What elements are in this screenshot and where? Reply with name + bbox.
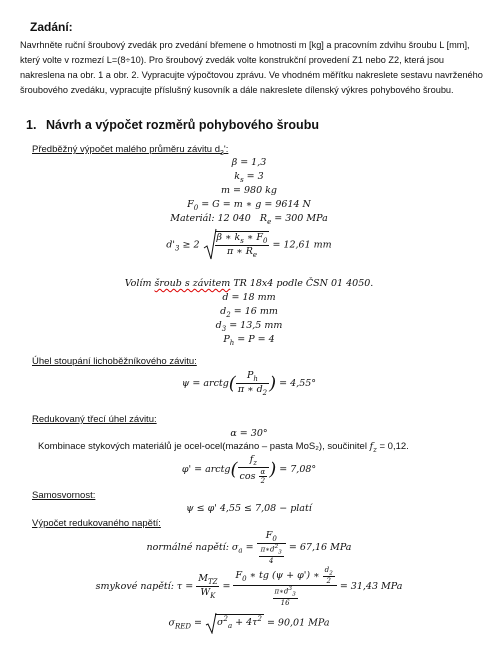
section-heading bbox=[26, 118, 319, 132]
eq-d3 bbox=[0, 320, 498, 333]
psi-fraction bbox=[236, 370, 269, 397]
shear-result: = 31,43 MPa bbox=[336, 581, 403, 593]
num-part: P bbox=[247, 370, 254, 381]
sqrt-content bbox=[215, 614, 264, 630]
subsection-preliminary bbox=[32, 144, 228, 157]
eq-psi: ψ = arctg( $\frac{P_h}{\pi ∗ d_2}$ ) = 4,55° bbox=[181, 370, 317, 397]
ph-sub: h bbox=[229, 338, 235, 347]
inner-bot: 16 bbox=[280, 599, 290, 608]
fraction-denominator bbox=[233, 586, 336, 607]
eq-d2 bbox=[0, 306, 498, 319]
inner-fraction bbox=[273, 586, 298, 607]
num-part: β ∗ k bbox=[216, 232, 241, 244]
eq-ks bbox=[0, 171, 498, 184]
num-mid: ∗ tg (ψ + φ') ∗ bbox=[246, 570, 323, 582]
d2-symbol: d bbox=[220, 306, 227, 317]
f0-sub: 0 bbox=[193, 203, 199, 212]
d2-sub: 2 bbox=[226, 310, 231, 319]
fraction-numerator bbox=[196, 573, 219, 587]
eq-ph bbox=[0, 334, 498, 347]
den-sub: 2 bbox=[262, 388, 268, 397]
thread-choice bbox=[0, 278, 498, 289]
shear-label: smykové napětí: τ = bbox=[95, 581, 194, 593]
f0-symbol: F bbox=[187, 199, 194, 210]
tau-sup: 2 bbox=[257, 615, 262, 624]
ph-value: = P = 4 bbox=[234, 334, 275, 345]
num-sub: h bbox=[253, 374, 258, 383]
d2-letter: d bbox=[324, 566, 330, 574]
inner-sub: 3 bbox=[278, 549, 282, 556]
eq-normal-stress: normálné napětí: $\sigma_a$ = $\frac{F_0}{\frac{\pi∗d^2_3}{4}}$ = 67,16 MPa bbox=[146, 530, 352, 565]
ph-symbol: P bbox=[223, 334, 230, 345]
eq-shear-stress: smykové napětí: τ = $\frac{M_{TZ}}{W_K}$ = $F_0$ ∗ tg (ψ + φ') ∗ $\frac{d_2}{2}$ $\frac{\pi∗d^3_3}{16}$ = 31,43 MPa bbox=[95, 566, 403, 608]
eq-beta: β = 1,3 bbox=[231, 157, 267, 168]
psi-result: = 4,55° bbox=[276, 377, 317, 389]
subsection-reduced-stress: Výpočet redukovaného napětí: bbox=[32, 518, 161, 529]
fraction-denominator bbox=[257, 544, 286, 565]
phi-fraction bbox=[238, 454, 270, 485]
subsection-friction-angle: Redukovaný třecí úhel závitu: bbox=[32, 414, 157, 425]
red-lhs-sub: RED bbox=[174, 622, 191, 631]
subsection-label: Předběžný výpočet malého průměru závitu d bbox=[32, 144, 220, 155]
num-sub: 0 bbox=[272, 534, 277, 543]
eq-reduced-stress bbox=[0, 612, 498, 634]
d2-value: = 16 mm bbox=[230, 306, 278, 317]
ks-sub: s bbox=[240, 175, 244, 184]
num-sub: z bbox=[253, 458, 257, 467]
d3c-value: = 13,5 mm bbox=[226, 320, 283, 331]
inner-sup: 3 bbox=[288, 586, 293, 593]
phi-result: = 7,08° bbox=[276, 463, 317, 475]
num-sub: 0 bbox=[262, 237, 268, 245]
normal-sub: a bbox=[238, 546, 243, 555]
subscript: 3 bbox=[220, 149, 224, 157]
phi-lhs: φ' = arctg bbox=[181, 463, 231, 475]
eq-mass: m = 980 kg bbox=[221, 185, 277, 196]
sqrt-fraction bbox=[215, 231, 270, 259]
fraction-numerator bbox=[238, 454, 270, 468]
subsection-helix-angle: Úhel stoupání lichoběžníkového závitu: bbox=[32, 356, 197, 367]
d3-symbol: d' bbox=[166, 239, 175, 251]
choice-prefix: Volím bbox=[124, 278, 155, 289]
sigma-a-sup: 2 bbox=[223, 615, 228, 624]
den-part: π ∗ R bbox=[226, 246, 253, 257]
eq-d3-min bbox=[0, 228, 498, 262]
d3c-sub: 3 bbox=[221, 324, 227, 333]
choice-wavy: šroub s závitem bbox=[154, 278, 231, 289]
inner-top bbox=[273, 586, 298, 599]
fz-value: = 0,12. bbox=[376, 441, 409, 452]
red-result: = 90,01 MPa bbox=[263, 617, 330, 629]
inner-fraction bbox=[259, 544, 284, 565]
d3-op: ≥ 2 bbox=[179, 239, 200, 251]
tau-part: + 4τ bbox=[232, 617, 258, 629]
fraction-numerator bbox=[215, 232, 270, 246]
normal-result: = 67,16 MPa bbox=[285, 541, 352, 553]
alpha-bot: 2 bbox=[260, 476, 266, 485]
mtz-wk-fraction bbox=[196, 573, 219, 600]
fz-sub: z bbox=[373, 445, 377, 454]
sigma-a: σ bbox=[216, 617, 224, 629]
inner-sub: 3 bbox=[292, 592, 296, 599]
fraction-denominator bbox=[196, 587, 219, 600]
den-part: π ∗ d bbox=[237, 383, 263, 395]
inner-top-text: π∗d bbox=[274, 587, 289, 596]
re-sub: e bbox=[267, 217, 272, 226]
d2-half-top bbox=[323, 566, 335, 577]
fraction-numerator bbox=[236, 370, 269, 384]
mtz-sub: TZ bbox=[207, 578, 218, 587]
eq-force bbox=[0, 199, 498, 212]
choice-suffix: TR 18x4 podle ČSN 01 4050. bbox=[230, 278, 374, 289]
fraction-denominator bbox=[215, 246, 270, 259]
d3-result: = 12,61 mm bbox=[269, 239, 332, 251]
inner-top-text: π∗d bbox=[260, 545, 275, 554]
den-part: cos bbox=[239, 470, 256, 482]
inner-top bbox=[259, 544, 284, 557]
assignment-text: Navrhněte ruční šroubový zvedák pro zvedání břemene o hmotnosti m [kg] a pracovním zdvihu šroubu L [mm], který volte v rozmezí L=(8÷10). Pro šroubový zvedák volte konstrukční provedení Z1 nebo Z2, která jsou nakreslena na obr. 1 a obr. 2. Vypracujte výpočtovou zprávu. Ve vhodném měřítku nakreslete sestavu navrženého šroubového zvedáku, vypracujte příslušný kusovník a dále nakreslete dílenský výkres pohybového šroubu. bbox=[20, 40, 483, 95]
alpha-half bbox=[259, 468, 268, 485]
section-title: Návrh a výpočet rozměrů pohybového šroubu bbox=[46, 118, 319, 132]
normal-label: normálné napětí: σ bbox=[146, 541, 239, 553]
red-lhs: σ bbox=[168, 617, 175, 629]
wk-symbol: W bbox=[200, 587, 211, 599]
fraction-denominator bbox=[236, 384, 269, 397]
material-label: Materiál: 12 040 bbox=[170, 213, 251, 224]
eq-phi: φ' = arctg( $f_z$ cos $\frac{\alpha}{2}$ ) = 7,08° bbox=[181, 454, 317, 485]
fz-symbol bbox=[370, 441, 377, 452]
num-part: f bbox=[249, 454, 254, 465]
normal-fraction bbox=[257, 530, 286, 565]
num-part: F bbox=[265, 530, 273, 541]
sigma-a-sub: a bbox=[227, 622, 233, 631]
eq-alpha: α = 30° bbox=[230, 428, 268, 439]
subsection-label-tail: ': bbox=[223, 144, 229, 155]
inner-sup: 2 bbox=[274, 543, 279, 550]
fz-letter: f bbox=[369, 441, 374, 452]
ks-value: = 3 bbox=[243, 171, 264, 182]
num-sub: 0 bbox=[242, 575, 247, 584]
ks-symbol: k bbox=[234, 171, 241, 182]
inner-bot: 4 bbox=[269, 556, 274, 565]
f0-value: = G = m ∗ g = 9614 N bbox=[198, 199, 311, 210]
combination-text: Kombinace stykových materiálů je ocel-ocel(mazáno – pasta MoS₂), součinitel bbox=[38, 441, 367, 452]
re-value: = 300 MPa bbox=[271, 213, 328, 224]
den-sub: e bbox=[252, 250, 258, 259]
fraction-numerator bbox=[233, 566, 336, 586]
d2-half-bot: 2 bbox=[326, 577, 331, 586]
num-sub: s bbox=[240, 237, 244, 245]
re-symbol: R bbox=[259, 213, 268, 224]
eq-d: d = 18 mm bbox=[222, 292, 276, 303]
red-eq: = bbox=[190, 617, 205, 629]
subsection-self-locking: Samosvornost: bbox=[32, 490, 96, 501]
assignment-heading: Zadání: bbox=[30, 20, 73, 34]
d2-half bbox=[323, 566, 335, 585]
psi-lhs: ψ = arctg bbox=[181, 377, 229, 389]
mtz-symbol: M bbox=[198, 573, 208, 585]
d3-sub: 3 bbox=[175, 244, 180, 253]
fraction-denominator bbox=[238, 468, 270, 485]
eq-material bbox=[0, 213, 498, 226]
shear-fraction bbox=[233, 566, 336, 607]
eq-self-locking: ψ ≤ φ' 4,55 ≤ 7,08 − platí bbox=[186, 503, 312, 514]
num-part: F bbox=[235, 570, 243, 582]
wk-sub: K bbox=[210, 591, 216, 600]
d2-sub: 2 bbox=[329, 570, 333, 577]
alpha-top: α bbox=[260, 467, 266, 476]
section-number: 1. bbox=[26, 118, 37, 132]
num-mid: ∗ F bbox=[243, 232, 263, 244]
material-combination bbox=[38, 441, 409, 454]
fraction-numerator bbox=[257, 530, 286, 544]
d3c-symbol: d bbox=[215, 320, 222, 331]
